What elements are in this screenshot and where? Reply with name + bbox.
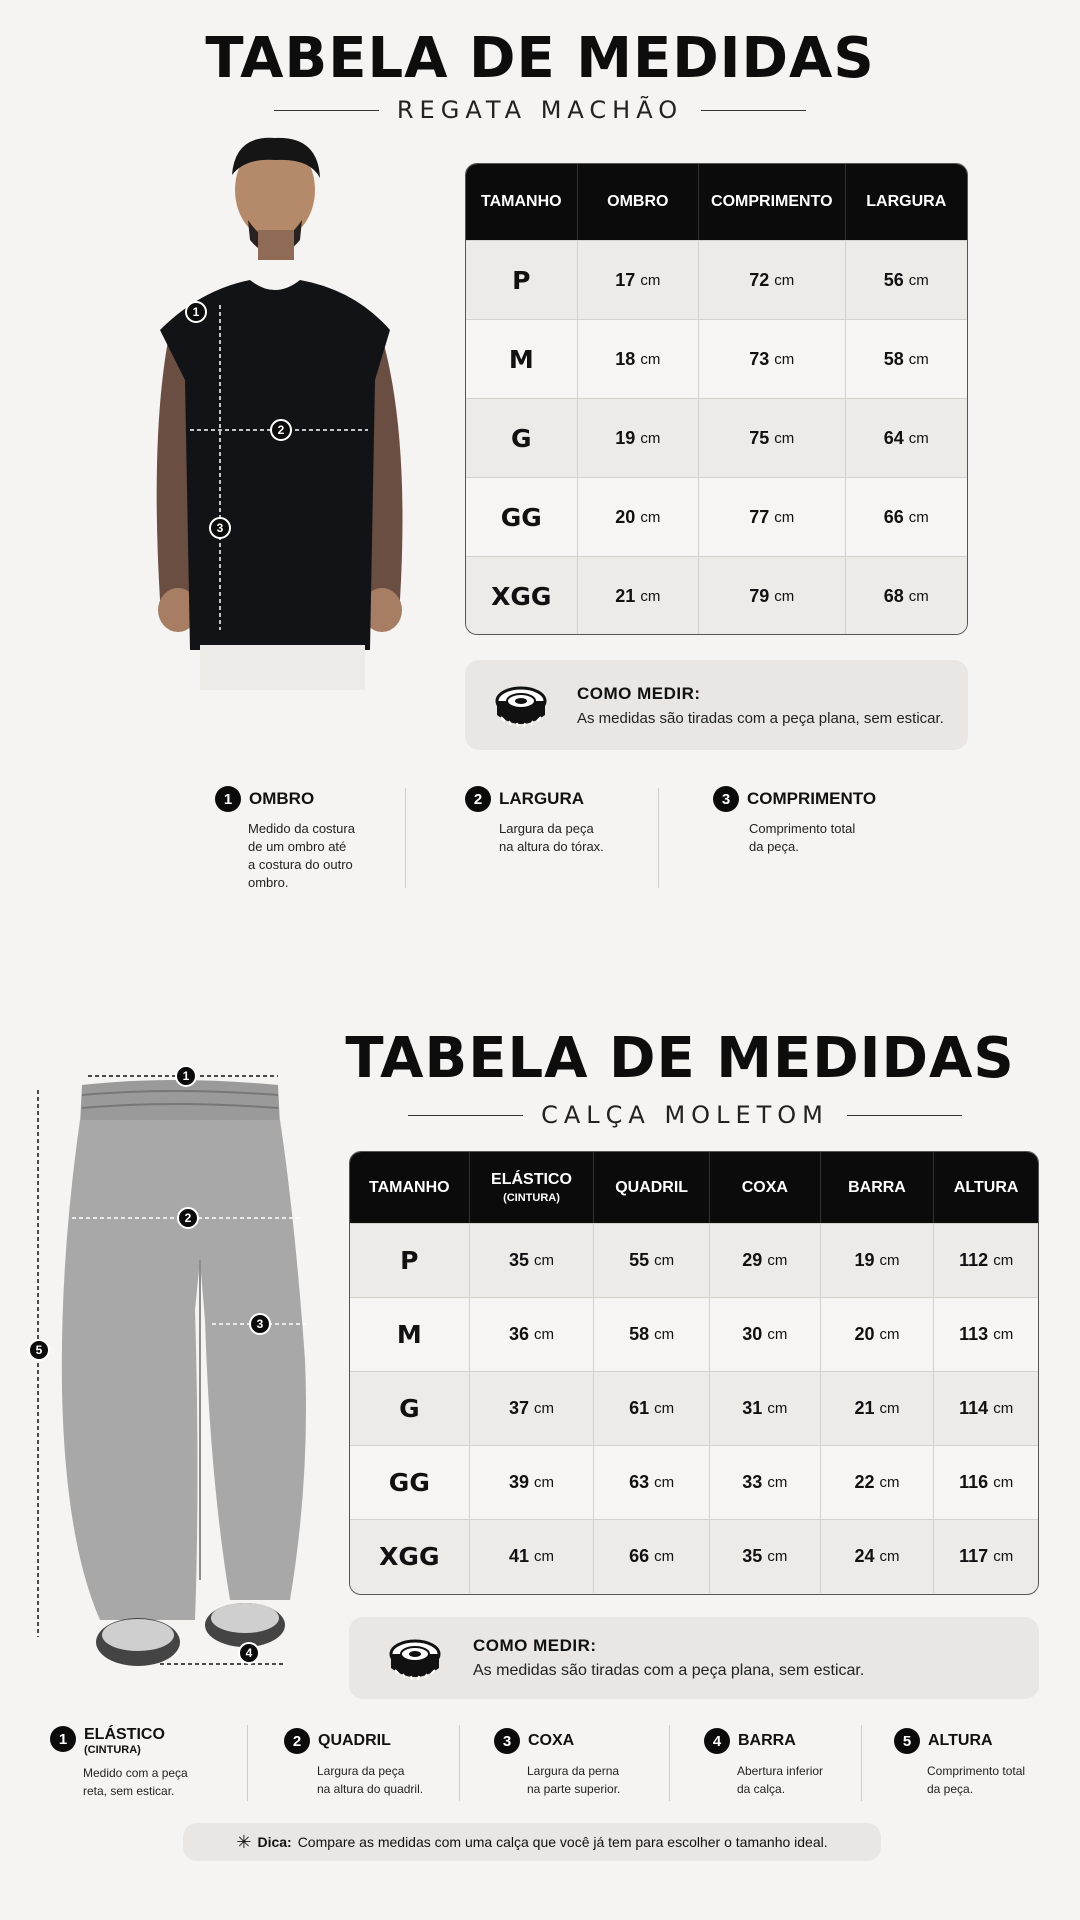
measure-cell	[846, 399, 968, 477]
legend-number: 3	[494, 1728, 520, 1754]
tip-label: Dica:	[257, 1834, 292, 1850]
unit-label: cm	[879, 1326, 900, 1343]
measure-cell	[699, 478, 845, 556]
section1-subtitle: REGATA MACHÃO	[396, 96, 684, 124]
measure-value: 63	[629, 1472, 650, 1492]
measure-cell	[710, 1372, 821, 1445]
unit-label: cm	[908, 429, 929, 447]
legend-title: COXA	[528, 1732, 575, 1749]
unit-label: cm	[774, 587, 795, 605]
unit-label: cm	[640, 587, 661, 605]
measure-cell	[710, 1298, 821, 1371]
legend-item-ombro	[215, 786, 380, 892]
unit-label: cm	[533, 1326, 554, 1343]
legend-divider	[861, 1725, 862, 1801]
measure-cell	[470, 1298, 595, 1371]
section2-title: TABELA DE MEDIDAS	[345, 1026, 1015, 1091]
marker-4: 4	[238, 1642, 260, 1664]
measure-cell	[594, 1224, 710, 1297]
unit-label: cm	[767, 1548, 788, 1565]
unit-label: cm	[993, 1474, 1014, 1491]
measure-cell	[470, 1446, 595, 1519]
legend-text: Largura da peça na altura do tórax.	[499, 821, 604, 854]
measure-value: 31	[742, 1398, 763, 1418]
size-cell: G	[466, 399, 578, 477]
marker-2: 2	[270, 419, 292, 441]
measure-cell	[578, 320, 700, 398]
measure-value: 68	[883, 585, 904, 606]
header-cell	[710, 1152, 821, 1223]
unit-label: cm	[767, 1474, 788, 1491]
measure-value: 35	[508, 1250, 529, 1270]
unit-label: cm	[640, 508, 661, 526]
legend-number: 5	[894, 1728, 920, 1754]
divider-line	[847, 1115, 962, 1116]
measure-cell	[846, 320, 968, 398]
legend-title: QUADRIL	[318, 1732, 391, 1749]
measure-value: 66	[629, 1546, 650, 1566]
measure-cell	[470, 1372, 595, 1445]
size-table-pants	[349, 1151, 1039, 1595]
unit-label: cm	[640, 271, 661, 289]
divider-line	[274, 110, 379, 111]
section1-title: TABELA DE MEDIDAS	[205, 26, 875, 91]
measure-value: 35	[742, 1546, 763, 1566]
measure-cell	[934, 1224, 1038, 1297]
measure-cell	[578, 478, 700, 556]
measure-cell	[934, 1446, 1038, 1519]
marker-2: 2	[177, 1207, 199, 1229]
how-to-measure-box	[465, 660, 968, 750]
size-cell: M	[350, 1298, 470, 1371]
measure-value: 72	[749, 269, 770, 290]
measure-value: 55	[629, 1250, 650, 1270]
divider-line	[701, 110, 806, 111]
measure-cell	[846, 478, 968, 556]
size-cell: GG	[466, 478, 578, 556]
legend-text: Medido da costura de um ombro até a costura do outro ombro.	[248, 821, 355, 890]
measure-value: 36	[508, 1324, 529, 1344]
marker-1: 1	[185, 301, 207, 323]
unit-label: cm	[993, 1252, 1014, 1269]
measure-cell	[710, 1520, 821, 1593]
measure-value: 18	[615, 348, 636, 369]
measure-cell	[821, 1372, 935, 1445]
measure-cell	[470, 1520, 595, 1593]
marker-5: 5	[28, 1339, 50, 1361]
marker-3: 3	[209, 517, 231, 539]
unit-label: cm	[908, 350, 929, 368]
measure-value: 30	[742, 1324, 763, 1344]
measure-value: 114	[959, 1398, 989, 1418]
legend-title: ELÁSTICO	[84, 1726, 165, 1743]
measure-value: 75	[749, 427, 770, 448]
size-cell: G	[350, 1372, 470, 1445]
table-row	[350, 1371, 1038, 1445]
unit-label: cm	[767, 1400, 788, 1417]
unit-label: cm	[879, 1400, 900, 1417]
tip-bar	[183, 1823, 881, 1861]
measure-cell	[594, 1520, 710, 1593]
tip-text: Compare as medidas com uma calça que você já tem para escolher o tamanho ideal.	[297, 1834, 828, 1850]
marker-1: 1	[175, 1065, 197, 1087]
table-header	[350, 1152, 1038, 1223]
header-cell	[470, 1152, 595, 1223]
unit-label: cm	[908, 271, 929, 289]
size-cell: XGG	[350, 1520, 470, 1593]
measure-value: 116	[959, 1472, 989, 1492]
measure-cell	[699, 320, 845, 398]
measure-cell	[699, 557, 845, 635]
legend-number: 1	[215, 786, 241, 812]
legend-title: COMPRIMENTO	[747, 789, 877, 808]
header-label: TAMANHO	[369, 1178, 450, 1196]
how-to-measure-box	[349, 1617, 1039, 1699]
header-label: QUADRIL	[615, 1178, 689, 1196]
legend-item-elastico	[50, 1726, 230, 1800]
unit-label: cm	[767, 1252, 788, 1269]
measure-value: 33	[742, 1472, 763, 1492]
header-label: ALTURA	[953, 1178, 1019, 1196]
measure-cell	[699, 399, 845, 477]
measure-cell	[578, 557, 700, 635]
measuring-tape-icon	[387, 1630, 443, 1686]
measure-cell	[578, 399, 700, 477]
header-label: BARRA	[848, 1178, 906, 1196]
measure-cell	[821, 1520, 935, 1593]
measure-cell	[594, 1372, 710, 1445]
measure-value: 29	[742, 1250, 763, 1270]
measure-value: 58	[883, 348, 904, 369]
how-to-text: As medidas são tiradas com a peça plana, sem esticar.	[473, 1662, 865, 1679]
unit-label: cm	[774, 271, 795, 289]
how-to-text-group	[577, 684, 944, 727]
section1-subtitle-row	[0, 96, 1080, 124]
unit-label: cm	[993, 1326, 1014, 1343]
unit-label: cm	[654, 1252, 675, 1269]
legend-text: Largura da peça na altura do quadril.	[317, 1764, 424, 1796]
table-body	[466, 240, 967, 635]
measure-value: 77	[749, 506, 770, 527]
unit-label: cm	[640, 350, 661, 368]
measure-value: 79	[749, 585, 770, 606]
legend-title: OMBRO	[249, 789, 315, 808]
legend-title: LARGURA	[499, 789, 584, 808]
unit-label: cm	[774, 429, 795, 447]
unit-label: cm	[533, 1474, 554, 1491]
section2-subtitle: CALÇA MOLETOM	[541, 1101, 829, 1129]
measure-value: 20	[854, 1324, 875, 1344]
table-row	[350, 1519, 1038, 1593]
table-row	[350, 1297, 1038, 1371]
measure-value: 41	[508, 1546, 529, 1566]
sparkle-icon: ✳	[236, 1831, 252, 1852]
unit-label: cm	[533, 1400, 554, 1417]
legend-item-comprimento	[713, 786, 913, 856]
legend-subtitle: (CINTURA)	[84, 1744, 141, 1756]
measure-value: 17	[615, 269, 636, 290]
table-row	[466, 556, 967, 635]
table-row	[466, 240, 967, 319]
legend-divider	[459, 1725, 460, 1801]
header-cell	[594, 1152, 710, 1223]
measure-value: 20	[615, 506, 636, 527]
legend-number: 1	[50, 1726, 76, 1752]
legend-number: 4	[704, 1728, 730, 1754]
legend-item-coxa	[494, 1728, 654, 1798]
legend-number: 3	[713, 786, 739, 812]
legend-divider	[669, 1725, 670, 1801]
measuring-tape-icon	[493, 677, 549, 733]
legend-number: 2	[465, 786, 491, 812]
table-row	[350, 1445, 1038, 1519]
unit-label: cm	[654, 1548, 675, 1565]
measure-value: 73	[749, 348, 770, 369]
measure-cell	[934, 1372, 1038, 1445]
measure-value: 61	[629, 1398, 650, 1418]
table-row	[466, 319, 967, 398]
divider-line	[408, 1115, 523, 1116]
measure-value: 58	[629, 1324, 650, 1344]
size-cell: P	[466, 241, 578, 319]
how-to-title: COMO MEDIR:	[473, 1636, 597, 1655]
marker-3: 3	[249, 1313, 271, 1335]
unit-label: cm	[533, 1252, 554, 1269]
header-cell: LARGURA	[866, 193, 947, 210]
header-cell: OMBRO	[578, 164, 700, 240]
header-label: COXA	[741, 1178, 788, 1196]
measure-cell	[594, 1446, 710, 1519]
measure-cell	[821, 1298, 935, 1371]
unit-label: cm	[879, 1548, 900, 1565]
unit-label: cm	[879, 1474, 900, 1491]
legend-divider	[405, 788, 406, 888]
legend-number: 2	[284, 1728, 310, 1754]
measure-value: 112	[959, 1250, 989, 1270]
unit-label: cm	[879, 1252, 900, 1269]
table-row	[466, 477, 967, 556]
legend-text: Largura da perna na parte superior.	[527, 1764, 621, 1796]
table-body	[350, 1223, 1038, 1593]
legend-text: Medido com a peça reta, sem esticar.	[83, 1766, 188, 1798]
table-row	[466, 398, 967, 477]
section2-subtitle-row	[390, 1101, 980, 1129]
measure-value: 21	[615, 585, 636, 606]
legend-title: ALTURA	[928, 1732, 993, 1749]
size-cell: XGG	[466, 557, 578, 635]
header-cell: TAMANHO	[466, 164, 578, 240]
unit-label: cm	[908, 508, 929, 526]
measure-value: 117	[959, 1546, 989, 1566]
legend-text: Comprimento total da peça.	[749, 821, 856, 854]
legend-text: Abertura inferior da calça.	[737, 1764, 824, 1796]
measure-value: 37	[508, 1398, 529, 1418]
model-tank-top-photo	[140, 130, 450, 690]
measure-value: 19	[615, 427, 636, 448]
measure-value: 56	[883, 269, 904, 290]
unit-label: cm	[640, 429, 661, 447]
measure-cell	[578, 241, 700, 319]
measure-value: 39	[508, 1472, 529, 1492]
measure-cell	[821, 1224, 935, 1297]
size-cell: M	[466, 320, 578, 398]
how-to-title: COMO MEDIR:	[577, 683, 701, 703]
unit-label: cm	[654, 1474, 675, 1491]
measure-cell	[934, 1520, 1038, 1593]
size-cell: P	[350, 1224, 470, 1297]
measure-value: 22	[854, 1472, 875, 1492]
measure-cell	[846, 557, 968, 635]
unit-label: cm	[654, 1326, 675, 1343]
header-label: ELÁSTICO	[491, 1171, 572, 1188]
legend-item-altura	[894, 1728, 1044, 1798]
legend-divider	[247, 1725, 248, 1801]
table-row	[350, 1223, 1038, 1297]
legend-item-barra	[704, 1728, 854, 1798]
unit-label: cm	[908, 587, 929, 605]
unit-label: cm	[993, 1400, 1014, 1417]
header-cell: COMPRIMENTO	[699, 164, 845, 240]
measure-cell	[846, 241, 968, 319]
measure-value: 64	[883, 427, 904, 448]
measure-value: 24	[854, 1546, 875, 1566]
measure-cell	[470, 1224, 595, 1297]
header-cell	[821, 1152, 935, 1223]
measure-value: 19	[854, 1250, 875, 1270]
measure-cell	[594, 1298, 710, 1371]
legend-divider	[658, 788, 659, 888]
unit-label: cm	[654, 1400, 675, 1417]
unit-label: cm	[993, 1548, 1014, 1565]
measure-value: 66	[883, 506, 904, 527]
header-cell	[934, 1152, 1038, 1223]
size-cell: GG	[350, 1446, 470, 1519]
legend-title: BARRA	[738, 1732, 796, 1749]
model-sweatpants-photo	[20, 1060, 340, 1690]
measure-cell	[821, 1446, 935, 1519]
unit-label: cm	[774, 350, 795, 368]
how-to-text: As medidas são tiradas com a peça plana, sem esticar.	[577, 709, 944, 727]
legend-item-quadril	[284, 1728, 454, 1798]
measure-cell	[710, 1224, 821, 1297]
header-sublabel: (CINTURA)	[503, 1192, 560, 1204]
measure-cell	[934, 1298, 1038, 1371]
measure-cell	[699, 241, 845, 319]
unit-label: cm	[774, 508, 795, 526]
legend-text: Comprimento total da peça.	[927, 1764, 1026, 1796]
legend-item-largura	[465, 786, 635, 856]
unit-label: cm	[767, 1326, 788, 1343]
unit-label: cm	[533, 1548, 554, 1565]
size-table-tank	[465, 163, 968, 635]
how-to-text-group	[473, 1636, 864, 1680]
measure-value: 21	[854, 1398, 875, 1418]
measure-cell	[710, 1446, 821, 1519]
measure-value: 113	[959, 1324, 989, 1344]
table-header	[466, 164, 967, 240]
header-cell	[350, 1152, 470, 1223]
